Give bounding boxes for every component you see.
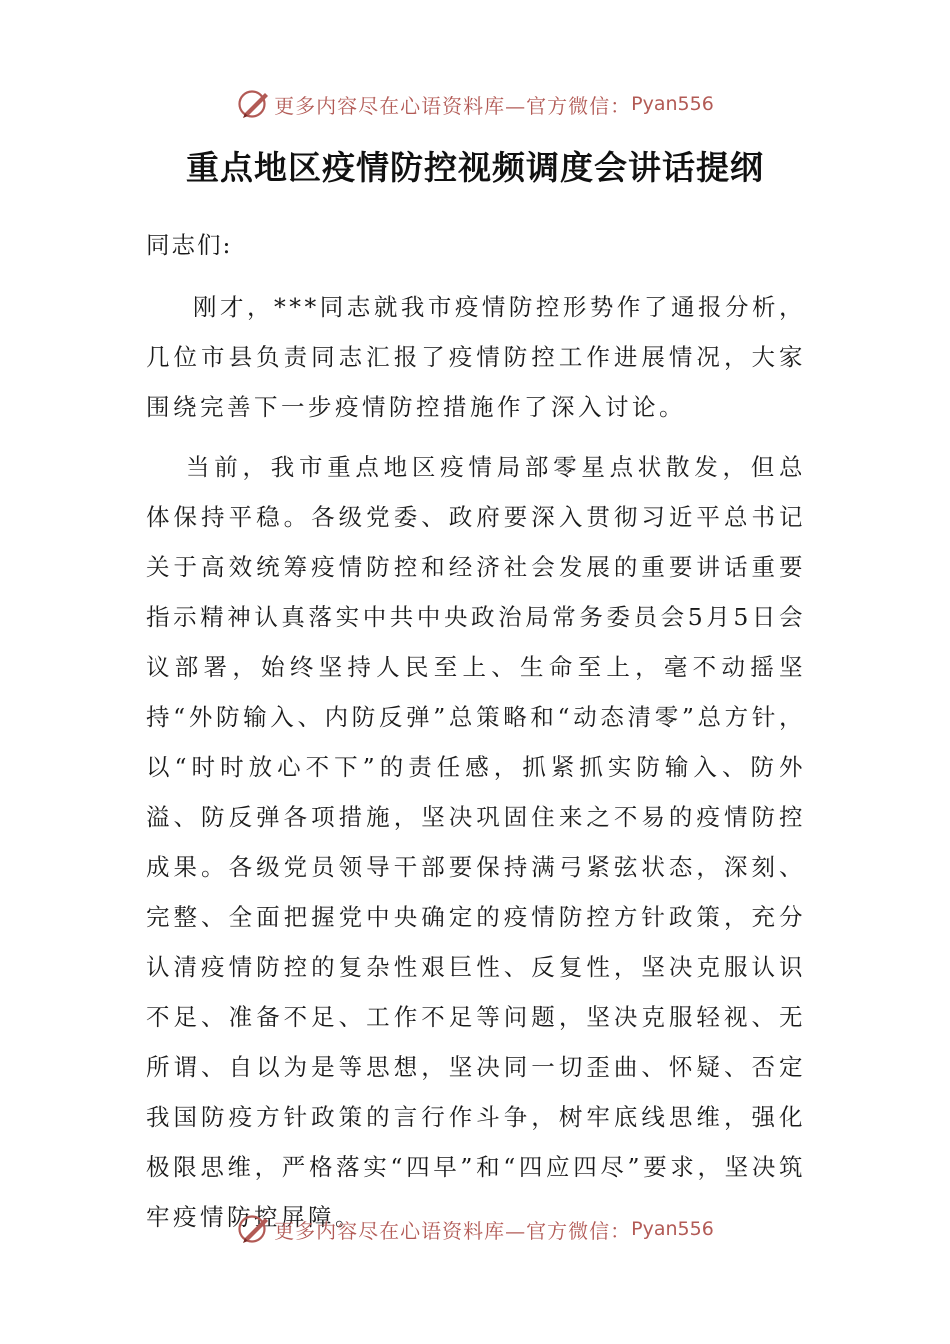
pen-logo-icon (236, 1212, 272, 1246)
watermark-account: Pyan556 (631, 93, 714, 115)
watermark-account: Pyan556 (631, 1218, 714, 1240)
paragraph-2: 当前，我市重点地区疫情局部零星点状散发，但总体保持平稳。各级党委、政府要深入贯彻习近平总书记关于高效统筹疫情防控和经济社会发展的重要讲话重要指示精神认真落实中共中央政治局常务委员会5月5日会议部署，始终坚持人民至上、生命至上，毫不动摇坚持“外防输入、内防反弹”总策略和“动态清零”总方针，以“时时放心不下”的责任感，抓紧抓实防输入、防外溢、防反弹各项措施，坚决巩固住来之不易的疫情防控成果。各级党员领导干部要保持满弓紧弦状态，深刻、完整、全面把握党中央确定的疫情防控方针政策，充分认清疫情防控的复杂性艰巨性、反复性，坚决克服认识不足、准备不足、工作不足等问题，坚决克服轻视、无所谓、自以为是等思想，坚决同一切歪曲、怀疑、否定我国防疫方针政策的言行作斗争，树牢底线思维，强化极限思维，严格落实“四早”和“四应四尽”要求，坚决筑牢疫情防控屏障。 (146, 453, 806, 1231)
paragraph-1: 刚才，***同志就我市疫情防控形势作了通报分析，几位市县负责同志汇报了疫情防控工作进展情况，大家围绕完善下一步疫情防控措施作了深入讨论。 (146, 293, 806, 421)
watermark-header (0, 84, 950, 124)
greeting: 同志们: (146, 231, 233, 259)
watermark-text: 更多内容尽在心语资料库—官方微信： (274, 93, 632, 118)
watermark-footer (0, 1209, 950, 1249)
pen-logo-icon (236, 87, 272, 121)
watermark-text: 更多内容尽在心语资料库—官方微信： (274, 1218, 632, 1243)
document-title: 重点地区疫情防控视频调度会讲话提纲 (186, 148, 764, 187)
